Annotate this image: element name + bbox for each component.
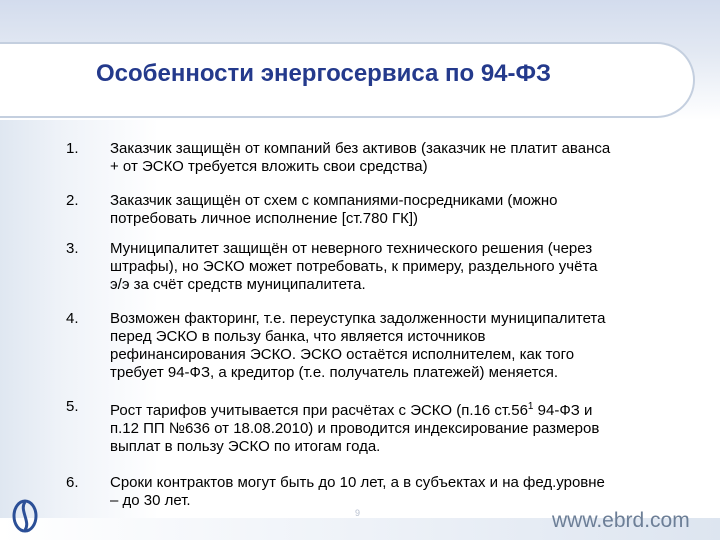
website-link[interactable]: www.ebrd.com [552, 509, 690, 532]
item-number: 1. [66, 140, 79, 157]
list-item-text-part: 94-ФЗ и п.12 ПП №636 от 18.08.2010) и проводится индексирование размеров выплат в пользу ЭСКО по итогам года. [110, 402, 600, 455]
list-item-text: Заказчик защищён от схем с компаниями-посредниками (можно потребовать личное исполнение [ст.780 ГК]) [110, 192, 558, 227]
slide-title: Особенности энергосервиса по 94-ФЗ [96, 60, 552, 87]
list-item-text [110, 402, 599, 455]
list-item [110, 140, 706, 176]
list-item-text: Возможен факторинг, т.е. переуступка задолженности муниципалитета перед ЭСКО в пользу банка, что является источников рефинансирования ЭСКО. ЭСКО остаётся исполнителем, как того требует 94-ФЗ, а кредитор (т.е. получатель платежей) меняется. [110, 310, 606, 381]
list-item [110, 240, 706, 294]
item-number: 4. [66, 310, 79, 327]
list-item-text: Заказчик защищён от компаний без активов (заказчик не платит аванса + от ЭСКО требуется вложить свои средства) [110, 140, 611, 175]
ebrd-logo-icon [10, 496, 40, 536]
item-number: 3. [66, 240, 79, 257]
list-item [110, 310, 706, 382]
item-number: 6. [66, 474, 79, 491]
slide-number: 9 [355, 508, 361, 518]
item-number: 5. [66, 398, 79, 415]
list-item-text-part: Рост тарифов учитывается при расчётах с ЭСКО (п.16 ст.56 [110, 402, 528, 419]
list-item [110, 398, 706, 456]
list-item [110, 192, 706, 228]
list-item-text: Муниципалитет защищён от неверного технического решения (через штрафы), но ЭСКО может потребовать, к примеру, раздельного учёта э/э за счёт средств муниципалитета. [110, 240, 598, 293]
superscript: 1 [527, 401, 534, 412]
list-item-text: Сроки контрактов могут быть до 10 лет, а в субъектах и на фед.уровне – до 30 лет. [110, 474, 605, 509]
list-item [110, 474, 706, 510]
item-number: 2. [66, 192, 79, 209]
